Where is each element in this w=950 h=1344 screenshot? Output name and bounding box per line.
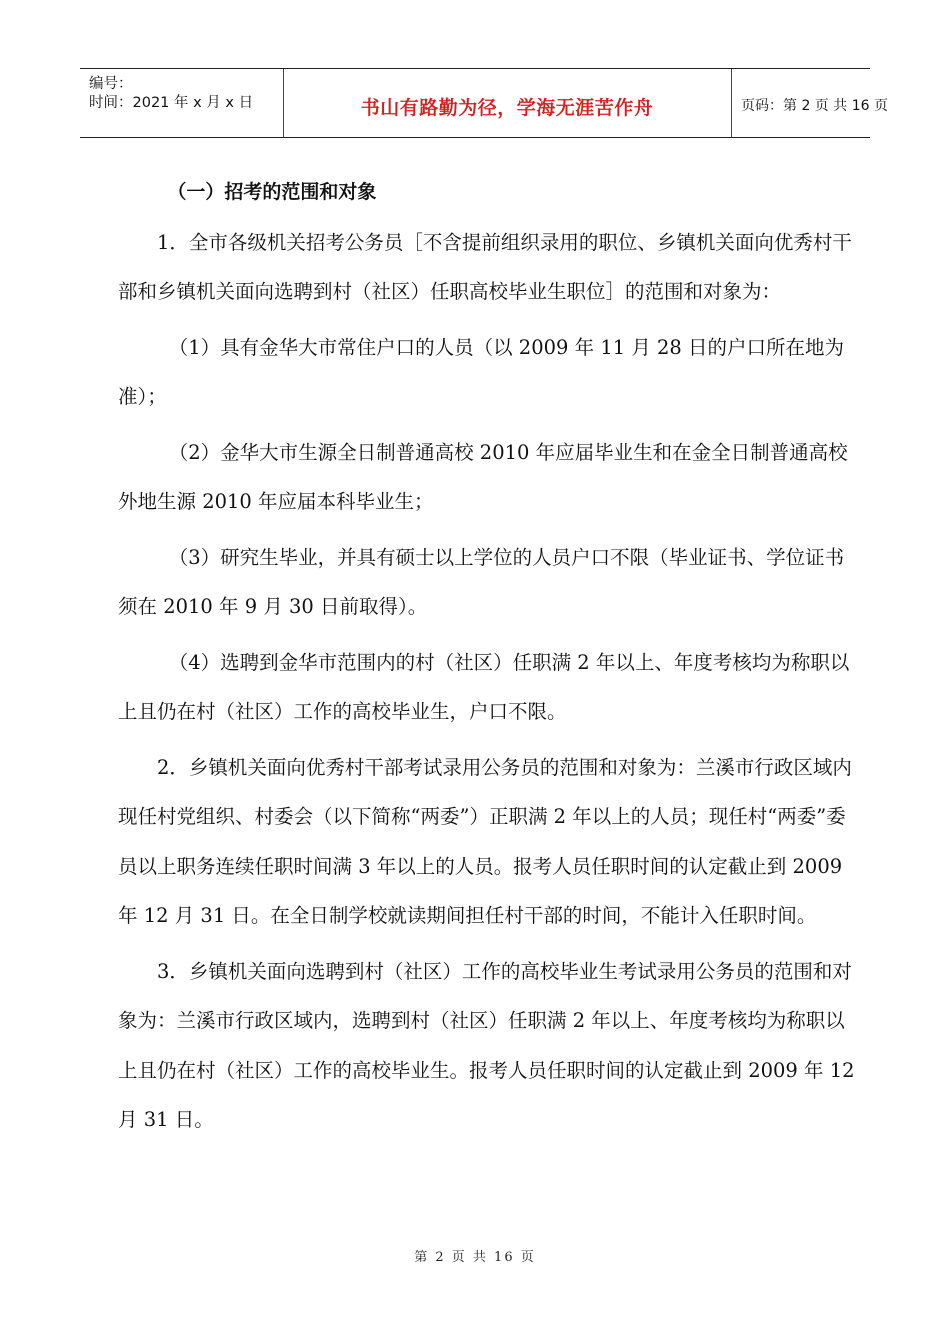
document-header	[80, 68, 888, 138]
page-footer: 第 2 页 共 16 页	[414, 1250, 536, 1265]
header-motto-cell	[283, 69, 732, 137]
header-meta-cell	[80, 69, 284, 137]
paragraph-1-item-2: （2）金华大市生源全日制普通高校 2010 年应届毕业生和在金全日制普通高校外地生源 2010 年应届本科毕业生；	[118, 440, 848, 513]
header-page-cell	[731, 69, 888, 137]
paragraph-1-item-1: （1）具有金华大市常住户口的人员（以 2009 年 11 月 28 日的户口所在地为准）；	[118, 335, 845, 408]
paragraph-1-item-4: （4）选聘到金华市范围内的村（社区）任职满 2 年以上、年度考核均为称职以上且仍在村（社区）工作的高校毕业生，户口不限。	[118, 650, 850, 723]
document-body	[118, 168, 858, 1145]
date-label: 时间：2021 年 x 月 x 日	[89, 95, 254, 111]
section-heading: （一）招考的范围和对象	[167, 181, 377, 203]
paragraph-3: 3．乡镇机关面向选聘到村（社区）工作的高校毕业生考试录用公务员的范围和对象为：兰溪市行政区域内，选聘到村（社区）任职满 2 年以上、年度考核均为称职以上且仍在村（社区）工作的高校毕业生。报考人员任职时间的认定截止到 2009 年 12 月 31 日。	[118, 959, 855, 1131]
page-info: 页码：第 2 页 共 16 页	[741, 98, 888, 114]
number-label: 编号：	[89, 76, 133, 92]
paragraph-1-item-3: （3）研究生毕业，并具有硕士以上学位的人员户口不限（毕业证书、学位证书须在 2010 年 9 月 30 日前取得）。	[118, 545, 845, 618]
paragraph-1: 1．全市各级机关招考公务员［不含提前组织录用的职位、乡镇机关面向优秀村干部和乡镇机关面向选聘到村（社区）任职高校毕业生职位］的范围和对象为：	[118, 230, 852, 303]
motto-text: 书山有路勤为径，学海无涯苦作舟	[360, 97, 654, 119]
paragraph-2: 2．乡镇机关面向优秀村干部考试录用公务员的范围和对象为：兰溪市行政区域内现任村党组织、村委会（以下简称“两委”）正职满 2 年以上的人员；现任村“两委”委员以上职务连续任职时间满 3 年以上的人员。报考人员任职时间的认定截止到 2009 年 12 月 31 日。在全日制学校就读期间担任村干部的时间，不能计入任职时间。	[118, 755, 852, 927]
